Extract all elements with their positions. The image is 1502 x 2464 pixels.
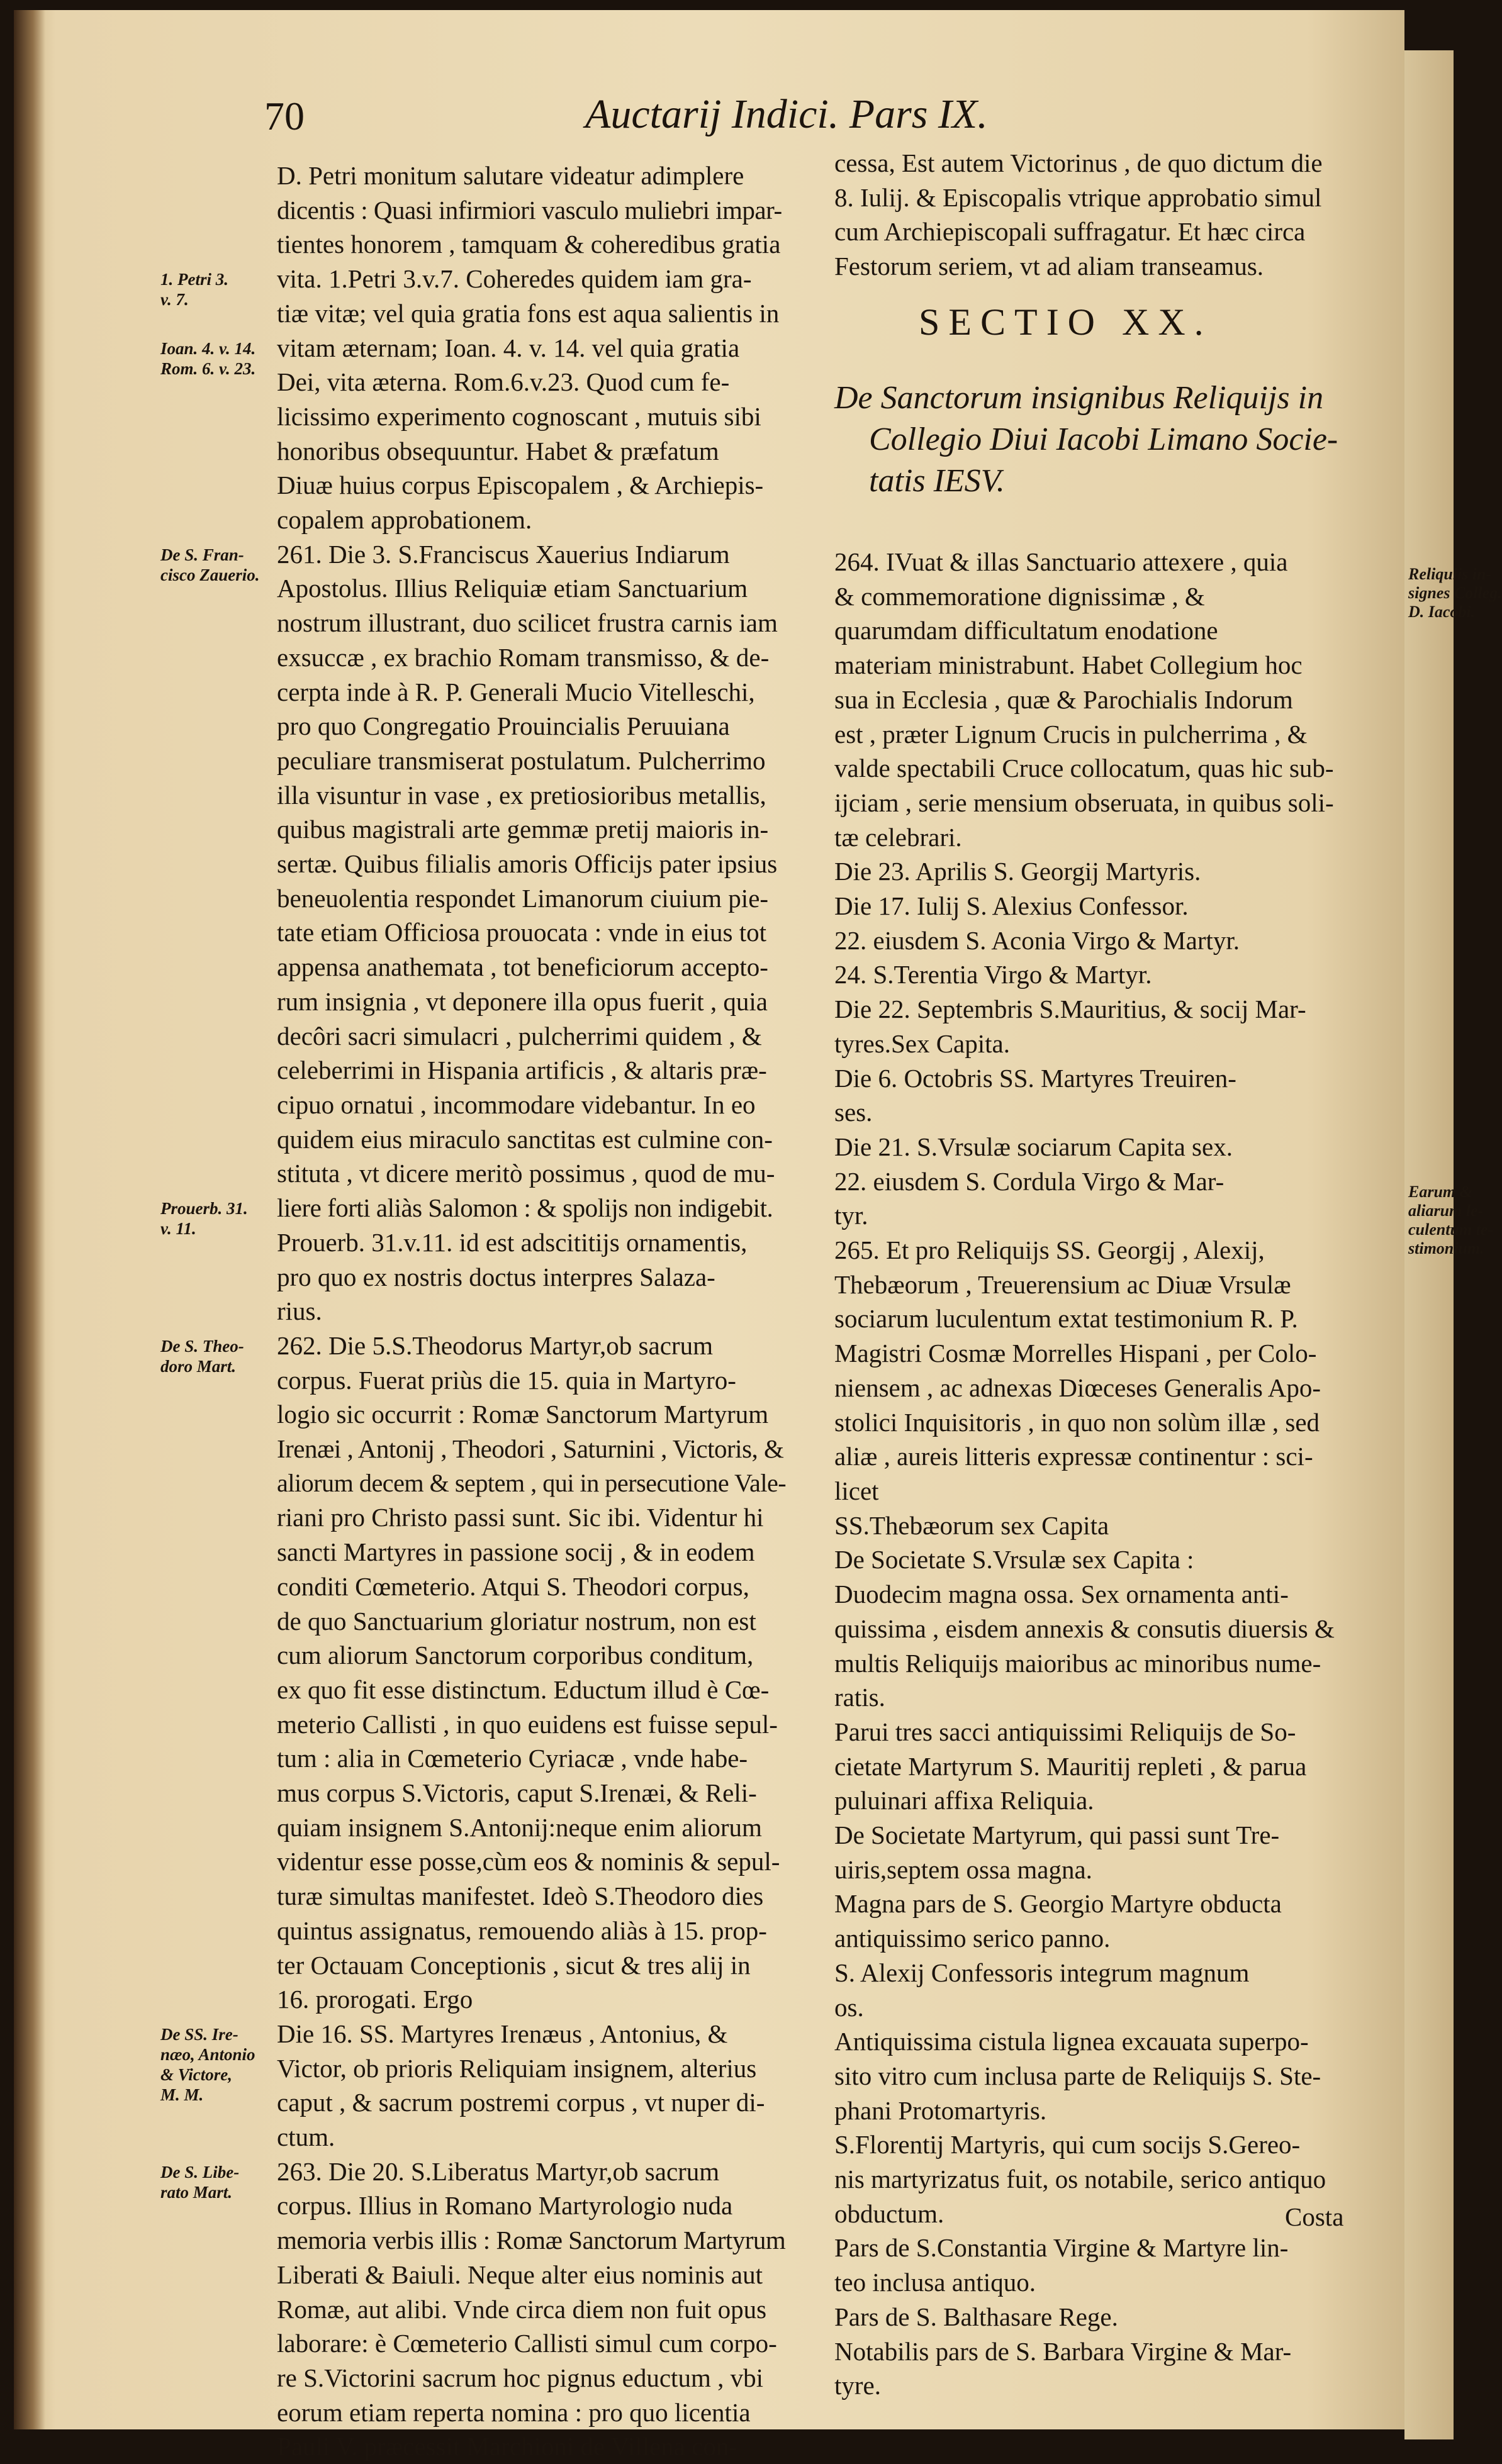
text-line: sancti Martyres in passione socij , & in eodem: [277, 1537, 755, 1567]
text-line: os.: [834, 1992, 864, 2022]
text-line: tyres.Sex Capita.: [834, 1029, 1010, 1058]
text-line: tyre.: [834, 2371, 881, 2400]
margin-note: [160, 1336, 274, 1376]
margin-note-line: De S. Fran-: [160, 545, 244, 564]
margin-note-line: De S. Libe-: [160, 2162, 240, 2182]
text-line: exsuccæ , ex brachio Romam transmisso, & de-: [277, 642, 770, 672]
text-line: tyr.: [834, 1201, 868, 1230]
text-line: est , præter Lignum Crucis in pulcherrima , &: [834, 719, 1308, 749]
left-text-column: [277, 159, 787, 2464]
text-line: ter Octauam Conceptionis , sicut & tres alij in: [277, 1950, 751, 1980]
margin-note-line: Rom. 6. v. 23.: [160, 359, 256, 378]
text-line: Die 17. Iulij S. Alexius Confessor.: [834, 891, 1189, 921]
text-line: & commemoratione dignissimæ , &: [834, 581, 1205, 611]
margin-note: [160, 2024, 274, 2105]
text-line: SS.Thebæorum sex Capita: [834, 1510, 1109, 1540]
margin-note-line: 1. Petri 3.: [160, 270, 228, 289]
text-line: cipuo ornatui , incommodare videbantur. In eo: [277, 1090, 756, 1119]
text-line: corpus. Illius in Romano Martyrologio nuda: [277, 2191, 733, 2221]
text-line: vitam æternam; Ioan. 4. v. 14. vel quia gratia: [277, 333, 740, 362]
text-line: copalem approbationem.: [277, 505, 532, 535]
text-line: logio sic occurrit : Romæ Sanctorum Martyrum: [277, 1400, 769, 1429]
margin-note: [160, 338, 274, 379]
text-line: turæ simultas manifestet. Ideò S.Theodoro dies: [277, 1881, 764, 1911]
facing-margin-note-2: Earum & aliarum le- culentum te- stimonium.: [1408, 1183, 1494, 1257]
text-line: Magistri Cosmæ Morrelles Hispani , per Colo-: [834, 1339, 1317, 1368]
text-line: puluinari affixa Reliquia.: [834, 1786, 1094, 1815]
text-line: stolici Inquisitoris , in quo non solùm illæ , sed: [834, 1407, 1320, 1437]
text-line: multis Reliquijs maioribus ac minoribus nume-: [834, 1648, 1321, 1678]
text-line: ratis.: [834, 1683, 885, 1712]
text-line: Magna pars de S. Georgio Martyre obducta: [834, 1889, 1282, 1919]
text-line: tiæ vitæ; vel quia gratia fons est aqua salientis in: [277, 298, 780, 328]
text-line: Prouerb. 31.v.11. id est adscititijs ornamentis,: [277, 1227, 748, 1257]
text-line: cerpta inde à R. P. Generali Mucio Vitelleschi,: [277, 677, 755, 706]
section-heading: SECTIO XX.: [919, 301, 1213, 343]
text-line: Victor, ob prioris Reliquiam insignem, alterius: [277, 2053, 757, 2083]
right-text-column: [834, 545, 1363, 2403]
text-line: videntur esse posse,cùm eos & nominis & sepul-: [277, 1847, 780, 1876]
text-line: Apostolus. Illius Reliquiæ etiam Sanctuarium: [277, 574, 748, 603]
text-line: laborare: è Cœmeterio Callisti simul cum corpo-: [277, 2329, 777, 2358]
text-line: 22. eiusdem S. Cordula Virgo & Mar-: [834, 1166, 1225, 1196]
text-line: vita. 1.Petri 3.v.7. Coheredes quidem iam gra-: [277, 264, 752, 294]
text-line: Liberati & Baiuli. Neque alter eius nominis aut: [277, 2260, 763, 2289]
text-line: meterio Callisti , in quo euidens est fuisse sepul-: [277, 1709, 778, 1739]
text-line: quiam insignem S.Antonij:neque enim aliorum: [277, 1812, 762, 1842]
text-line: celeberrimi in Hispania artificis , & altaris præ-: [277, 1056, 767, 1085]
text-line: dicentis : Quasi infirmiori vasculo muliebri impar-: [277, 195, 782, 225]
text-line: conditi Cœmeterio. Atqui S. Theodori corpus,: [277, 1571, 749, 1601]
text-line: licissimo experimento cognoscant , mutuis sibi: [277, 401, 761, 431]
text-line: rum insignia , vt deponere illa opus fuerit , quia: [277, 986, 768, 1016]
text-line: cietate Martyrum S. Mauritij repleti , & parua: [834, 1751, 1307, 1781]
text-line: de quo Sanctuarium gloriatur nostrum, non est: [277, 1606, 756, 1636]
text-line: rius.: [277, 1296, 322, 1326]
text-line: Romæ, aut alibi. Vnde circa diem non fuit opus: [277, 2294, 767, 2324]
text-line: sertæ. Quibus filialis amoris Officijs pater ipsius: [277, 849, 778, 879]
section-title-line: tatis IESV.: [869, 463, 1005, 499]
text-line: quarumdam difficultatum enodatione: [834, 616, 1218, 645]
text-line: ijciam , serie mensium obseruata, in quibus soli-: [834, 788, 1334, 817]
text-line: Die 6. Octobris SS. Martyres Treuiren-: [834, 1063, 1236, 1093]
catchword: Costa: [1285, 2202, 1344, 2231]
text-line: Notabilis pars de S. Barbara Virgine & Mar-: [834, 2336, 1292, 2366]
text-line: aliæ , aureis litteris expressæ continentur : sci-: [834, 1442, 1313, 1471]
text-line: ses.: [834, 1098, 873, 1127]
text-line: nostrum illustrant, duo scilicet frustra carnis iam: [277, 608, 778, 638]
text-line: liere forti aliàs Salomon : & spolijs non indigebit.: [277, 1193, 773, 1223]
text-line: ex quo fit esse distinctum. Eductum illud è Cœ-: [277, 1675, 770, 1704]
text-line: Diuæ huius corpus Episcopalem , & Archiepis-: [277, 471, 764, 500]
text-line: 22. eiusdem S. Aconia Virgo & Martyr.: [834, 925, 1240, 955]
text-line: Duodecim magna ossa. Sex ornamenta anti-: [834, 1580, 1289, 1609]
text-line: Irenæi , Antonij , Theodori , Saturnini , Victoris, &: [277, 1434, 784, 1464]
text-line: re S.Victorini sacrum hoc pignus eductum , vbi: [277, 2363, 763, 2392]
text-line: tum : alia in Cœmeterio Cyriacæ , vnde habe-: [277, 1744, 748, 1773]
text-line: memoria verbis illis : Romæ Sanctorum Martyrum: [277, 2226, 786, 2255]
margin-note-line: v. 7.: [160, 290, 189, 309]
text-line: phani Protomartyris.: [834, 2095, 1047, 2125]
text-line: cum aliorum Sanctorum corporibus conditum,: [277, 1641, 754, 1670]
margin-note-line: doro Mart.: [160, 1356, 237, 1376]
text-line: Antiquissima cistula lignea excauata superpo-: [834, 2027, 1309, 2056]
margin-note-line: næo, Antonio: [160, 2044, 255, 2064]
text-line: 264. IVuat & illas Sanctuario attexere , quia: [834, 547, 1288, 576]
text-line: 265. Et pro Reliquijs SS. Georgij , Alexij,: [834, 1235, 1265, 1265]
text-line: Pars de S.Constantia Virgine & Martyre lin-: [834, 2233, 1289, 2263]
text-line: antiquissimo serico panno.: [834, 1924, 1111, 1953]
margin-note: [160, 2162, 274, 2202]
text-line: ctum.: [277, 2122, 335, 2152]
text-line: peculiare transmiserat postulatum. Pulcherrimo: [277, 745, 766, 775]
text-line: Pauli V. præcessit Marchioni de Villena con-: [277, 2432, 738, 2461]
text-line: sito vitro cum inclusa parte de Reliquijs S. Ste-: [834, 2061, 1321, 2090]
margin-note-line: De SS. Ire-: [160, 2024, 238, 2044]
text-line: 263. Die 20. S.Liberatus Martyr,ob sacrum: [277, 2156, 720, 2186]
text-line: appensa anathemata , tot beneficiorum accepto-: [277, 952, 768, 982]
margin-note-line: Prouerb. 31.: [160, 1199, 248, 1218]
text-line: S. Alexij Confessoris integrum magnum: [834, 1958, 1250, 1987]
margin-note-line: & Victore,: [160, 2065, 232, 2084]
section-title: [834, 377, 1363, 502]
text-line: Parui tres sacci antiquissimi Reliquijs de So-: [834, 1717, 1296, 1746]
text-line: 262. Die 5.S.Theodorus Martyr,ob sacrum: [277, 1330, 713, 1360]
text-line: cessa, Est autem Victorinus , de quo dictum die: [834, 148, 1323, 177]
text-line: Die 16. SS. Martyres Irenæus , Antonius, &: [277, 2019, 728, 2048]
text-line: Dei, vita æterna. Rom.6.v.23. Quod cum fe-: [277, 367, 730, 397]
text-line: nis martyrizatus fuit, os notabile, serico antiquo: [834, 2165, 1326, 2194]
text-line: riani pro Christo passi sunt. Sic ibi. Videntur hi: [277, 1503, 764, 1532]
text-line: obductum.: [834, 2199, 944, 2228]
text-line: illa visuntur in vase , ex pretiosioribus metallis,: [277, 780, 766, 810]
right-column-continuation: [834, 146, 1363, 284]
text-line: uiris,septem ossa magna.: [834, 1854, 1092, 1884]
text-line: S.Florentij Martyris, qui cum socijs S.Gereo-: [834, 2130, 1301, 2160]
text-line: D. Petri monitum salutare videatur adimplere: [277, 161, 744, 190]
text-line: caput , & sacrum postremi corpus , vt nuper di-: [277, 2088, 765, 2117]
text-line: 8. Iulij. & Episcopalis vtrique approbatio simul: [834, 182, 1322, 212]
text-line: De Societate Martyrum, qui passi sunt Tre-: [834, 1820, 1280, 1850]
text-line: tientes honorem , tamquam & coheredibus gratia: [277, 230, 781, 259]
text-line: teo inclusa antiquo.: [834, 2268, 1036, 2297]
margin-note-line: v. 11.: [160, 1219, 196, 1238]
page-number: 70: [264, 94, 305, 138]
text-line: quibus magistrali arte gemmæ pretij maioris in-: [277, 815, 769, 844]
text-line: pro quo Congregatio Prouincialis Peruuiana: [277, 711, 730, 741]
running-title: Auctarij Indici. Pars IX.: [585, 91, 988, 137]
margin-note-line: Ioan. 4. v. 14.: [160, 338, 256, 358]
section-title-line: Collegio Diui Iacobi Limano Socie-: [869, 421, 1338, 457]
text-line: Die 22. Septembris S.Mauritius, & socij Mar-: [834, 995, 1306, 1024]
text-line: Thebæorum , Treuerensium ac Diuæ Vrsulæ: [834, 1269, 1291, 1299]
text-line: sua in Ecclesia , quæ & Parochialis Indorum: [834, 684, 1293, 714]
margin-note: [160, 545, 274, 585]
text-line: niensem , ac adnexas Diœceses Generalis Apo-: [834, 1373, 1321, 1402]
text-line: tæ celebrari.: [834, 822, 962, 852]
text-line: materiam ministrabunt. Habet Collegium hoc: [834, 650, 1303, 680]
text-line: aliorum decem & septem , qui in persecutione Vale-: [277, 1468, 787, 1497]
text-line: pro quo ex nostris doctus interpres Salaza-: [277, 1262, 715, 1291]
text-line: stituta , vt dicere meritò possimus , quod de mu-: [277, 1159, 775, 1188]
text-line: De Societate S.Vrsulæ sex Capita :: [834, 1545, 1194, 1575]
section-title-line: De Sanctorum insignibus Reliquijs in: [834, 380, 1324, 416]
text-line: tate etiam Officiosa prouocata : vnde in eius tot: [277, 918, 766, 947]
text-line: Festorum seriem, vt ad aliam transeamus.: [834, 252, 1264, 281]
facing-page-edge: [1404, 50, 1502, 2439]
margin-note-line: M. M.: [160, 2085, 204, 2104]
text-line: Pars de S. Balthasare Rege.: [834, 2302, 1118, 2331]
text-line: valde spectabili Cruce collocatum, quas hic sub-: [834, 754, 1334, 783]
text-line: quissima , eisdem annexis & consutis diuersis &: [834, 1614, 1335, 1643]
text-line: honoribus obsequuntur. Habet & præfatum: [277, 436, 719, 465]
text-line: Die 23. Aprilis S. Georgij Martyris.: [834, 857, 1201, 886]
text-line: 24. S.Terentia Virgo & Martyr.: [834, 960, 1152, 990]
text-line: decôri sacri simulacri , pulcherrimi quidem , &: [277, 1021, 762, 1051]
text-line: quidem eius miraculo sanctitas est culmine con-: [277, 1124, 773, 1154]
text-line: mus corpus S.Victoris, caput S.Irenæi, & Reli-: [277, 1778, 757, 1808]
margin-note-line: cisco Zauerio.: [160, 565, 260, 584]
facing-margin-note-1: Reliquiis in- signes Colleg. D. Iacobi.: [1408, 565, 1502, 621]
text-line: 16. prorogati. Ergo: [277, 1985, 473, 2014]
text-line: licet: [834, 1476, 879, 1505]
running-header: [264, 88, 1019, 145]
binding-gutter: [14, 10, 45, 2429]
text-line: cum Archiepiscopali suffragatur. Et hæc circa: [834, 217, 1306, 247]
text-line: sociarum luculentum extat testimonium R. P.: [834, 1304, 1298, 1334]
margin-note: [160, 269, 274, 309]
text-line: eorum etiam reperta nomina : pro quo licentia: [277, 2397, 751, 2427]
text-line: beneuolentia respondet Limanorum ciuium pie-: [277, 883, 769, 913]
margin-note-line: De S. Theo-: [160, 1336, 244, 1356]
text-line: Die 21. S.Vrsulæ sociarum Capita sex.: [834, 1132, 1233, 1161]
text-line: quintus assignatus, remouendo aliàs à 15. prop-: [277, 1915, 767, 1945]
text-line: 261. Die 3. S.Franciscus Xauerius Indiarum: [277, 539, 730, 569]
margin-note: [160, 1198, 274, 1239]
margin-note-line: rato Mart.: [160, 2182, 233, 2202]
text-line: corpus. Fuerat priùs die 15. quia in Martyro-: [277, 1365, 736, 1395]
